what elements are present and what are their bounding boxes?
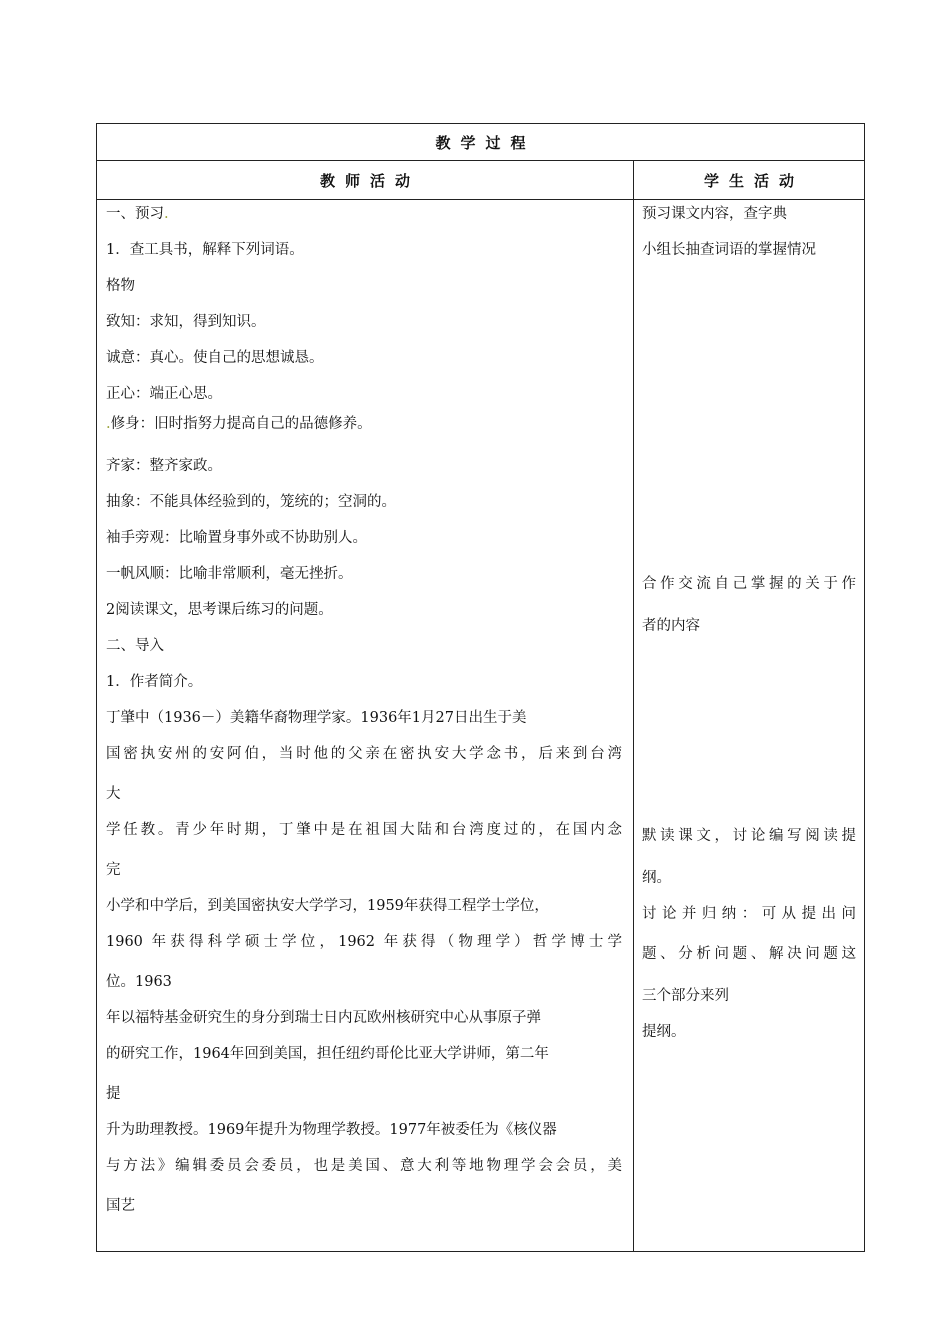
teacher-line: 丁肇中（1936－）美籍华裔物理学家。1936年1月27日出生于美 <box>106 710 527 726</box>
student-line: 讨论并归纳：可从提出问 <box>642 906 856 922</box>
teacher-line: 年以福特基金研究生的身分到瑞士日内瓦欧州核研究中心从事原子弹 <box>106 1010 541 1026</box>
student-line: 默读课文，讨论编写阅读提 <box>642 828 856 844</box>
teacher-line: 与方法》编辑委员会委员，也是美国、意大利等地物理学会会员，美 <box>106 1158 622 1174</box>
teacher-line: 国艺 <box>106 1198 135 1214</box>
teacher-line: 齐家：整齐家政。 <box>106 458 222 474</box>
lesson-process-table <box>96 123 865 1252</box>
student-line: 合作交流自己掌握的关于作 <box>642 576 856 592</box>
student-line: 预习课文内容，查字典 <box>642 206 787 222</box>
teacher-line: 二、导入 <box>106 638 164 654</box>
teacher-line: 大 <box>106 786 121 802</box>
teacher-line: 1．查工具书，解释下列词语。 <box>106 242 304 258</box>
teacher-line: 位。1963 <box>106 974 172 990</box>
teacher-line: 1．作者简介。 <box>106 674 203 690</box>
teacher-line: 的研究工作，1964年回到美国，担任纽约哥伦比亚大学讲师，第二年 <box>106 1046 549 1062</box>
column-divider <box>633 161 634 1251</box>
teacher-line: 1960 年获得科学硕士学位，1962 年获得（物理学）哲学博士学 <box>106 934 622 950</box>
teacher-line: 2阅读课文，思考课后练习的问题。 <box>106 602 333 618</box>
teacher-line: 一帆风顺：比喻非常顺利，毫无挫折。 <box>106 566 353 582</box>
student-line: 题、分析问题、解决问题这 <box>642 946 856 962</box>
teacher-line: 格物 <box>106 278 135 294</box>
teacher-line: 致知：求知，得到知识。 <box>106 314 266 330</box>
table-header-row <box>97 161 864 200</box>
teacher-line: 袖手旁观：比喻置身事外或不协助别人。 <box>106 530 367 546</box>
teacher-line: 诚意：真心。使自己的思想诚恳。 <box>106 350 324 366</box>
teacher-line: 抽象：不能具体经验到的，笼统的；空洞的。 <box>106 494 396 510</box>
teacher-line: 完 <box>106 862 121 878</box>
student-line: 三个部分来列 <box>642 988 729 1004</box>
teacher-line: 一、预习. <box>106 206 169 222</box>
teacher-line: 提 <box>106 1086 121 1102</box>
teacher-line: 国密执安州的安阿伯，当时他的父亲在密执安大学念书，后来到台湾 <box>106 746 622 762</box>
student-line: 纲。 <box>642 870 671 886</box>
student-line: 提纲。 <box>642 1024 686 1040</box>
teacher-line: 升为助理教授。1969年提升为物理学教授。1977年被委任为《核仪器 <box>106 1122 557 1138</box>
teacher-activity-header: 教师活动 <box>319 171 420 190</box>
student-line: 小组长抽查词语的掌握情况 <box>642 242 816 258</box>
teacher-line: 学任教。青少年时期，丁肇中是在祖国大陆和台湾度过的，在国内念 <box>106 822 622 838</box>
teacher-line: 小学和中学后，到美国密执安大学学习，1959年获得工程学士学位， <box>106 898 549 914</box>
teacher-line: 正心：端正心思。 <box>106 386 222 402</box>
student-line: 者的内容 <box>642 618 700 634</box>
student-activity-header: 学生活动 <box>703 171 804 190</box>
teacher-line: .修身：旧时指努力提高自己的品德修养。 <box>106 416 372 432</box>
table-title: 教学过程 <box>97 124 864 161</box>
